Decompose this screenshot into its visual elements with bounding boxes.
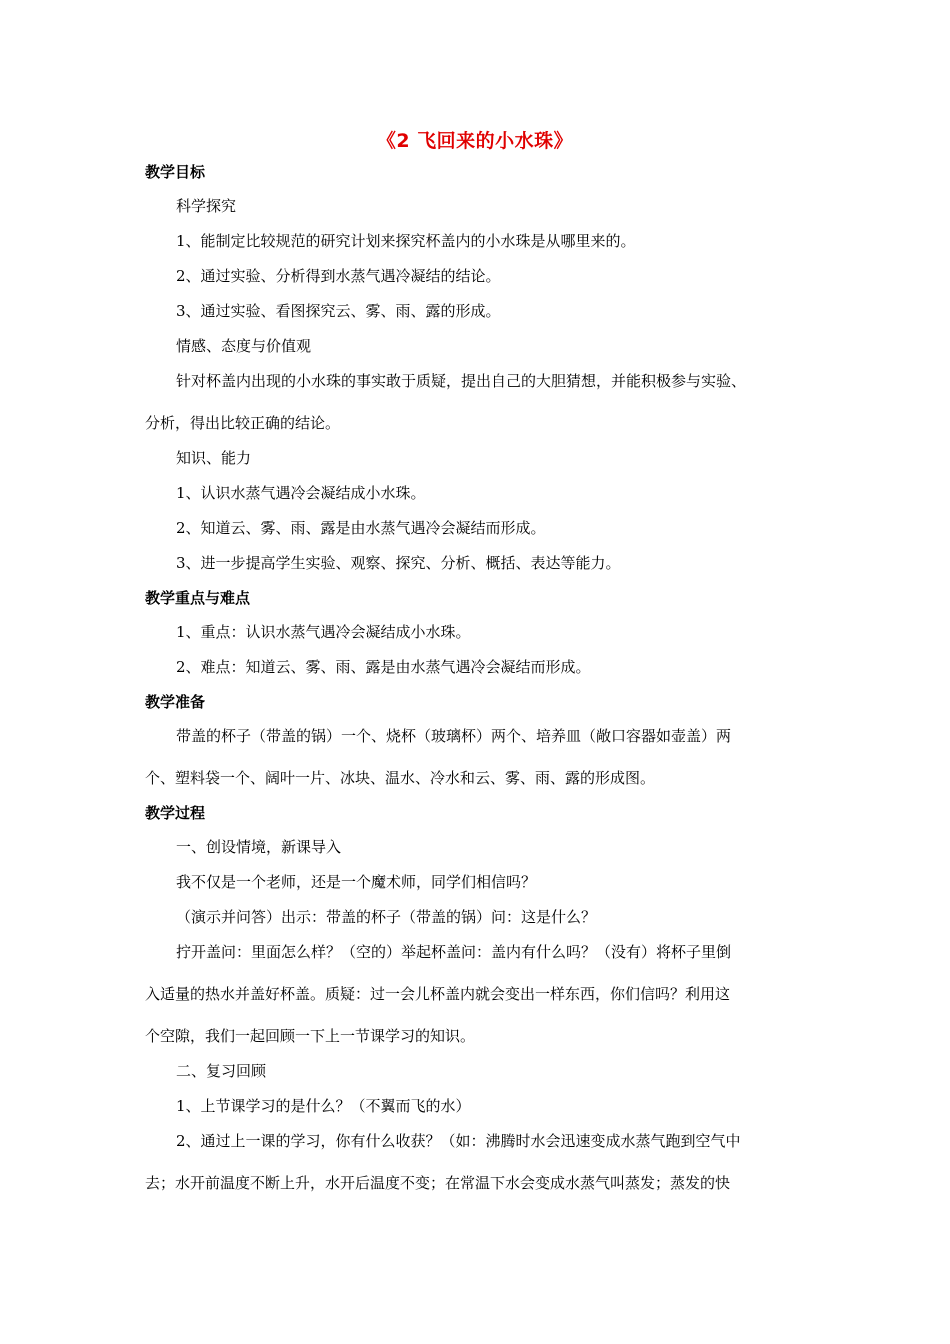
heading-goals: 教学目标	[145, 163, 206, 181]
subheading-inquiry: 科学探究	[176, 197, 237, 215]
process-step-2: 二、复习回顾	[176, 1062, 267, 1080]
prep-paragraph	[145, 726, 827, 788]
attitude-paragraph	[145, 371, 827, 433]
document-body	[145, 162, 827, 1208]
subheading-attitude: 情感、态度与价值观	[176, 337, 312, 355]
prep-line-1: 带盖的杯子（带盖的锅）一个、烧杯（玻璃杯）两个、培养皿（敞口容器如壶盖）两	[176, 727, 732, 745]
process-p3-line-3: 个空隙，我们一起回顾一下上一节课学习的知识。	[145, 1027, 476, 1045]
process-step-1: 一、创设情境，新课导入	[176, 838, 342, 856]
heading-process: 教学过程	[145, 804, 206, 822]
knowledge-item-3: 3、进一步提高学生实验、观察、探究、分析、概括、表达等能力。	[176, 554, 621, 572]
goal-item-2: 2、通过实验、分析得到水蒸气遇冷凝结的结论。	[176, 267, 501, 285]
keypoint-item-2: 2、难点：知道云、雾、雨、露是由水蒸气遇冷会凝结而形成。	[176, 658, 591, 676]
process-p3-line-2: 入适量的热水并盖好杯盖。质疑：过一会儿杯盖内就会变出一样东西，你们信吗？利用这	[145, 985, 731, 1003]
attitude-line-1: 针对杯盖内出现的小水珠的事实敢于质疑，提出自己的大胆猜想，并能积极参与实验、	[176, 372, 747, 390]
heading-prep: 教学准备	[145, 693, 206, 711]
process-paragraph-2: （演示并问答）出示：带盖的杯子（带盖的锅）问：这是什么？	[176, 908, 597, 926]
process-p3-line-1: 拧开盖问：里面怎么样？（空的）举起杯盖问：盖内有什么吗？（没有）将杯子里倒	[176, 943, 732, 961]
document-title: 《2 飞回来的小水珠》	[376, 130, 574, 152]
keypoint-item-1: 1、重点：认识水蒸气遇冷会凝结成小水珠。	[176, 623, 471, 641]
review-2-line-2: 去；水开前温度不断上升，水开后温度不变；在常温下水会变成水蒸气叫蒸发；蒸发的快	[145, 1174, 731, 1192]
review-2-line-1: 2、通过上一课的学习，你有什么收获？（如：沸腾时水会迅速变成水蒸气跑到空气中	[176, 1132, 741, 1150]
review-item-1: 1、上节课学习的是什么？（不翼而飞的水）	[176, 1097, 471, 1115]
goal-item-1: 1、能制定比较规范的研究计划来探究杯盖内的小水珠是从哪里来的。	[176, 232, 636, 250]
goal-item-3: 3、通过实验、看图探究云、雾、雨、露的形成。	[176, 302, 501, 320]
knowledge-item-1: 1、认识水蒸气遇冷会凝结成小水珠。	[176, 484, 426, 502]
heading-keypoints: 教学重点与难点	[145, 589, 251, 607]
subheading-knowledge: 知识、能力	[176, 449, 252, 467]
process-paragraph-1: 我不仅是一个老师，还是一个魔术师，同学们相信吗？	[176, 873, 537, 891]
review-item-2	[145, 1131, 827, 1193]
process-paragraph-3	[145, 942, 827, 1046]
knowledge-item-2: 2、知道云、雾、雨、露是由水蒸气遇冷会凝结而形成。	[176, 519, 546, 537]
prep-line-2: 个、塑料袋一个、阔叶一片、冰块、温水、冷水和云、雾、雨、露的形成图。	[145, 769, 656, 787]
attitude-line-2: 分析，得出比较正确的结论。	[145, 414, 341, 432]
